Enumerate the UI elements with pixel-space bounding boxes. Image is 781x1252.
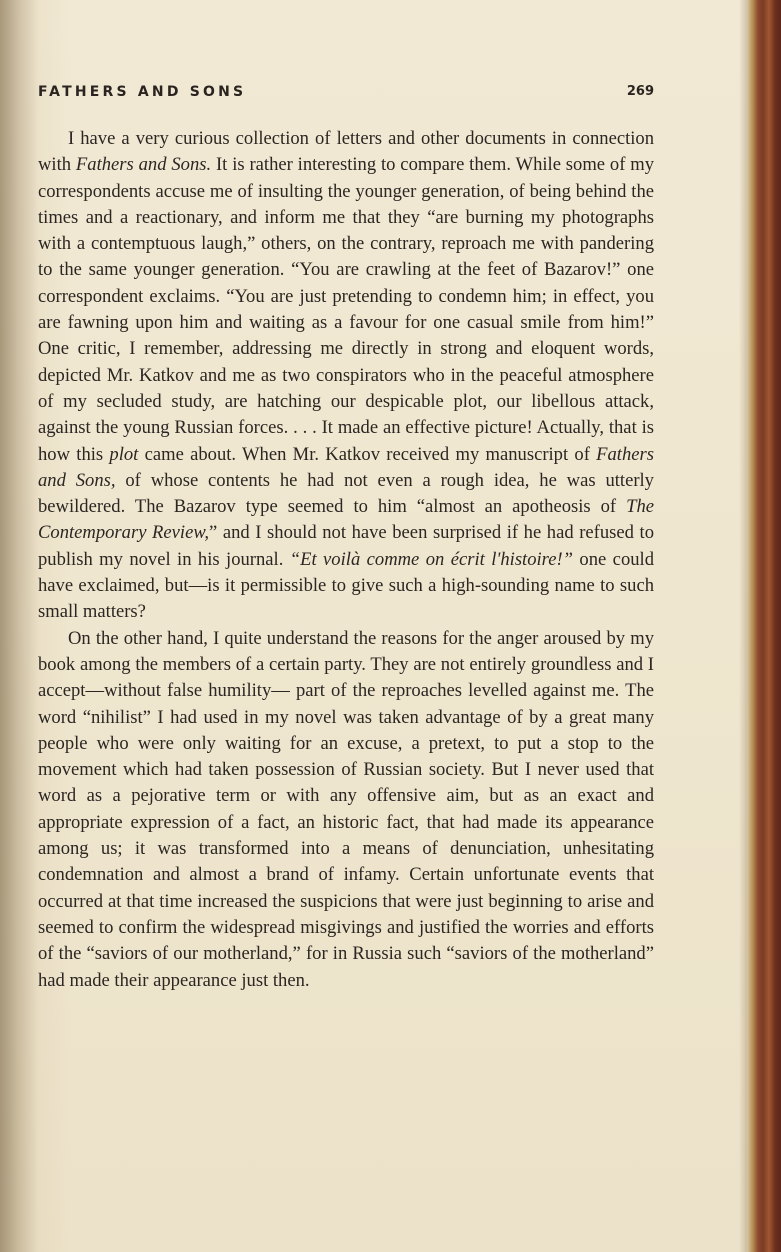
paragraph	[38, 626, 654, 994]
italic-text: Fathers and Sons,	[38, 443, 654, 491]
gutter-shadow	[0, 0, 38, 1252]
running-title: FATHERS AND SONS	[38, 84, 247, 100]
italic-text: Fathers and Sons.	[75, 154, 212, 176]
paragraph	[38, 126, 654, 626]
page-edge-shadow	[739, 0, 747, 1252]
italic-text: plot	[109, 443, 139, 465]
text-run: It is rather interesting to compare them. While some of my correspondents accuse me of insulting the younger generation, of being behind the times and a reactionary, and inform me that they “are burning my photographs with a contemptuous laugh,” others, on the contrary, reproach me with pandering to the same younger generation. “You are crawling at the feet of Bazarov!” one correspondent exclaims. “You are just pretending to condemn him; in effect, you are fawning upon him and waiting as a favour for one casual smile from him!” One critic, I remember, addressing me directly in strong and eloquent words, depicted Mr. Katkov and me as two conspirators who in the peaceful atmosphere of my secluded study, are hatching our despicable plot, our libellous attack, against the young Russian forces. . . . It made an effective picture! Actually, that is how this	[38, 154, 654, 465]
book-spine	[747, 0, 781, 1252]
text-run: ” and I should not have been surprised if he had refused to publish my novel in his journal.	[38, 522, 654, 570]
page-number: 269	[626, 84, 654, 99]
text-run: On the other hand, I quite understand the reasons for the anger aroused by my book among the members of a certain party. They are not entirely groundless and I accept—without false humility— part of the reproaches levelled against me. The word “nihilist” I had used in my novel was taken advantage of by a great many people who were only waiting for an excuse, a pretext, to put a stop to the movement which had taken possession of Russian society. But I never used that word as a pejorative term or with any offensive aim, but as an exact and appropriate expression of a fact, an historic fact, that had made its appearance among us; it was transformed into a means of denunciation, unhesitating condemnation and almost a brand of infamy. Certain unfortunate events that occurred at that time increased the suspicions that were just beginning to arise and seemed to confirm the widespread misgivings and justified the worries and efforts of the “saviors of our motherland,” for in Russia such “saviors of the motherland” had made their appearance just then.	[38, 627, 654, 991]
text-run: I have a very curious collection of letters and other documents in connection with	[38, 128, 654, 176]
italic-text: The Contemporary Review,	[38, 496, 654, 544]
text-run: came about. When Mr. Katkov received my manuscript of	[138, 443, 597, 465]
body-text	[38, 126, 654, 994]
text-run: of whose contents he had not even a rough idea, he was utterly bewildered. The Bazarov type seemed to him “almost an apotheosis of	[38, 469, 654, 518]
text-run: one could have exclaimed, but—is it permissible to give such a high-sounding name to such small matters?	[38, 548, 654, 623]
italic-text: “Et voilà comme on écrit l'histoire!”	[289, 548, 574, 570]
